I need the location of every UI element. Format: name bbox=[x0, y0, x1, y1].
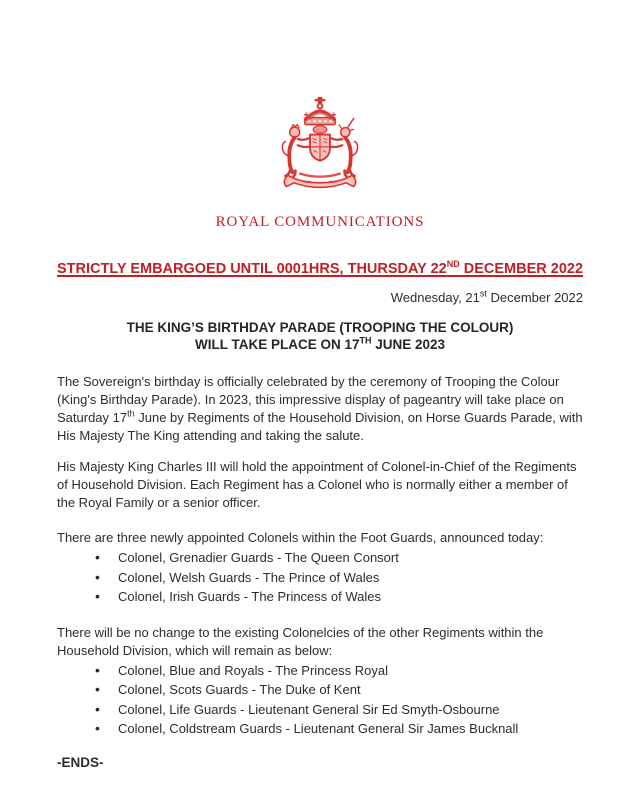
paragraph-trooping-pre: The Sovereign's birthday is officially celebrated by the ceremony of Trooping the Colour (King's Birthday Parade). In 2023, this impressive display of pageantry will take place on Saturday 17 bbox=[57, 374, 564, 425]
org-title: ROYAL COMMUNICATIONS bbox=[215, 214, 425, 230]
headline-line2-pre: WILL TAKE PLACE ON 17 bbox=[194, 337, 360, 352]
embargo-text bbox=[57, 261, 583, 277]
ends-marker: -ENDS- bbox=[57, 754, 104, 770]
list-item: • Colonel, Irish Guards - The Princess of Wales bbox=[95, 587, 583, 607]
embargo-notice bbox=[57, 261, 583, 277]
new-colonels-list bbox=[57, 548, 583, 607]
list-item: • Colonel, Welsh Guards - The Prince of Wales bbox=[95, 568, 583, 588]
list-item: • Colonel, Scots Guards - The Duke of Kent bbox=[95, 680, 583, 700]
existing-colonelcies-list bbox=[57, 661, 583, 739]
list-item: • Colonel, Grenadier Guards - The Queen Consort bbox=[95, 548, 583, 568]
embargo-text-post: DECEMBER 2022 bbox=[459, 261, 584, 277]
list-item: • Colonel, Blue and Royals - The Princess Royal bbox=[95, 661, 583, 681]
royal-coat-of-arms-icon bbox=[57, 0, 583, 200]
paragraph-trooping-post: June by Regiments of the Household Division, on Horse Guards Parade, with His Majesty The King attending and taking the salute. bbox=[57, 410, 583, 443]
existing-colonelcies-intro: There will be no change to the existing Colonelcies of the other Regiments within the Household Division, which will remain as below: bbox=[57, 624, 544, 658]
paragraph-trooping-superscript: th bbox=[127, 408, 135, 419]
headline-line2 bbox=[57, 336, 583, 353]
embargo-superscript: ND bbox=[446, 259, 460, 270]
new-colonels-intro: There are three newly appointed Colonels within the Foot Guards, announced today: bbox=[57, 530, 544, 545]
date-superscript: st bbox=[479, 288, 487, 299]
headline-line1: THE KING’S BIRTHDAY PARADE (TROOPING THE COLOUR) bbox=[126, 320, 514, 335]
date-text-post: December 2022 bbox=[486, 290, 583, 305]
headline bbox=[57, 319, 583, 353]
headline-line2-post: JUNE 2023 bbox=[371, 337, 446, 352]
date-line bbox=[57, 290, 583, 305]
embargo-text-pre: STRICTLY EMBARGOED UNTIL 0001HRS, THURSDAY 22 bbox=[57, 261, 447, 277]
paragraph-colonel-in-chief: His Majesty King Charles III will hold the appointment of Colonel-in-Chief of the Regiments of Household Division. Each Regiment has a Colonel who is normally either a member of the Royal Family or a senior officer. bbox=[57, 459, 577, 510]
list-item: • Colonel, Coldstream Guards - Lieutenant General Sir James Bucknall bbox=[95, 719, 583, 739]
date-text-pre: Wednesday, 21 bbox=[390, 290, 480, 305]
headline-superscript: TH bbox=[359, 335, 372, 346]
paragraph-trooping bbox=[57, 373, 583, 445]
list-item: • Colonel, Life Guards - Lieutenant General Sir Ed Smyth-Osbourne bbox=[95, 700, 583, 720]
